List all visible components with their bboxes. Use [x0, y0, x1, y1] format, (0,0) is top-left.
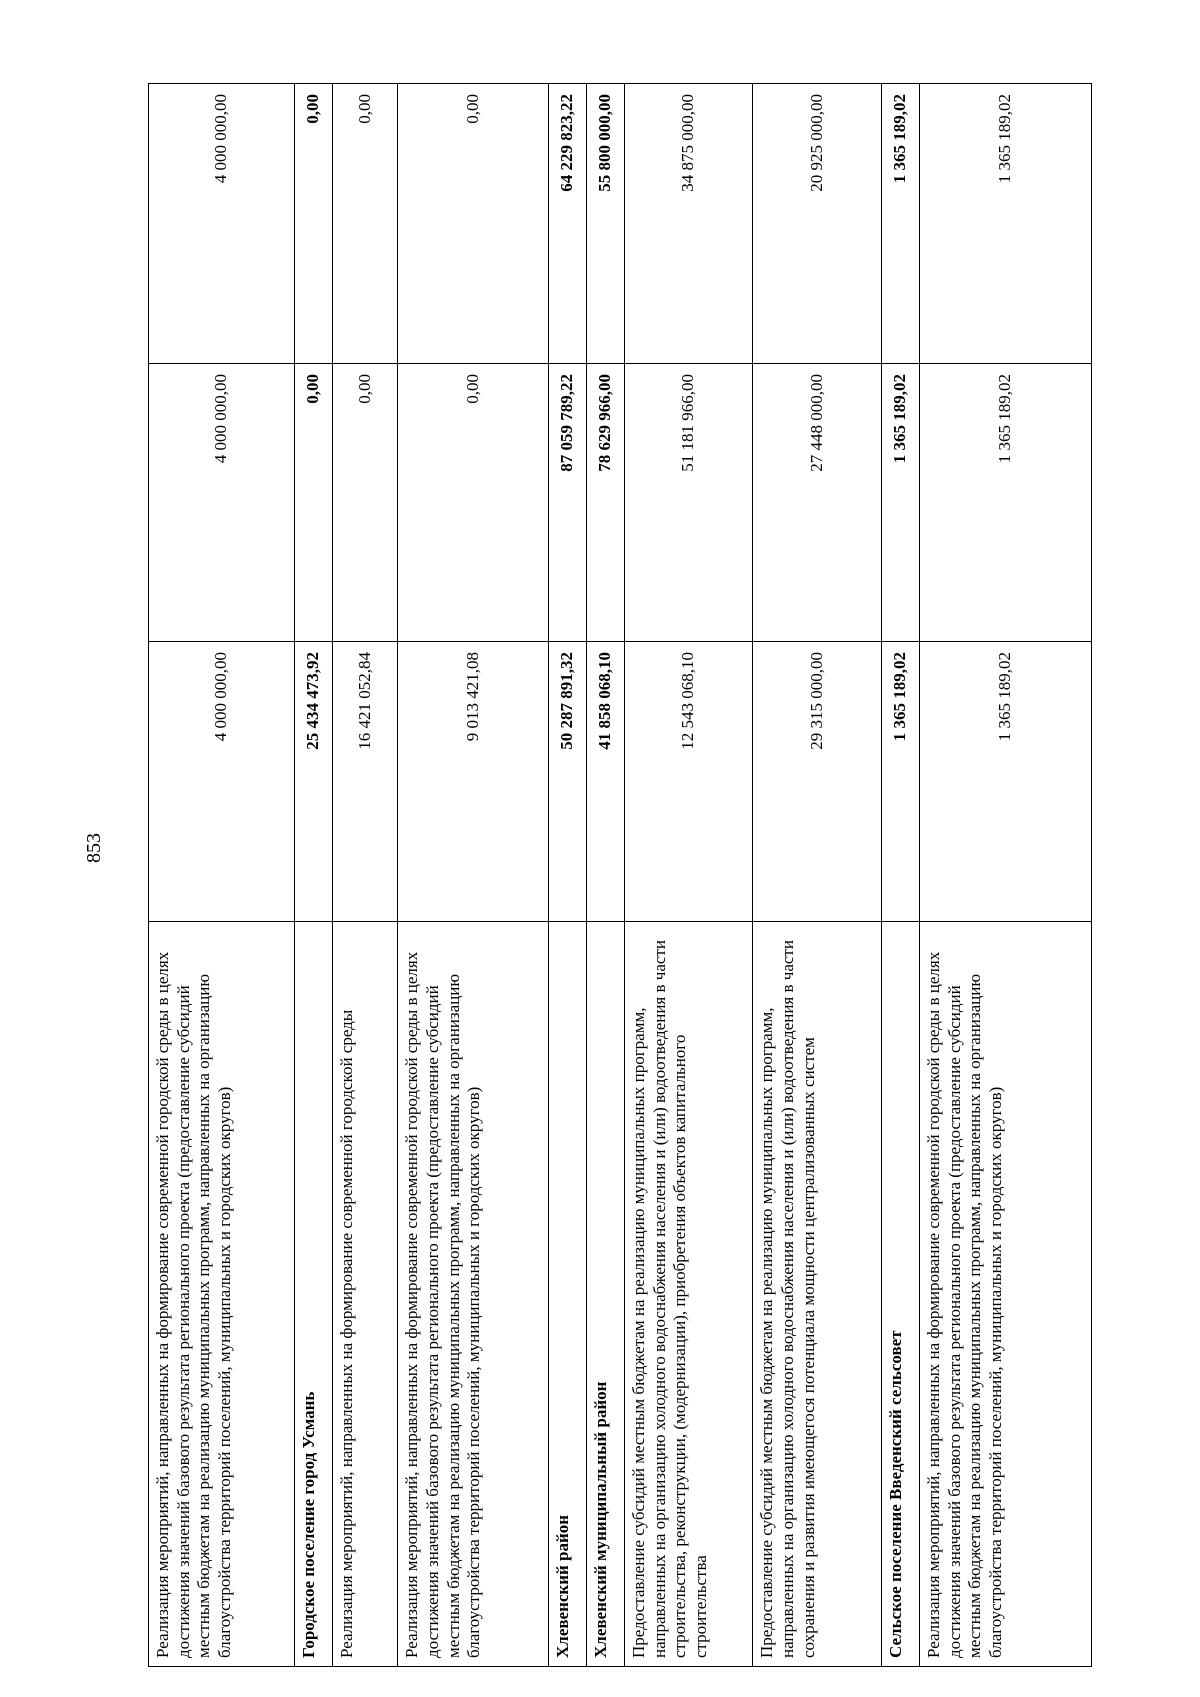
- table-row: [295, 84, 333, 1667]
- value-cell-3: 0,00: [333, 84, 398, 364]
- budget-table-container: [148, 84, 1092, 1667]
- value-cell-3: 34 875 000,00: [624, 84, 752, 364]
- table-row: [881, 84, 919, 1667]
- value-cell-3: 1 365 189,02: [919, 84, 1091, 364]
- value-cell-2: 0,00: [295, 364, 333, 642]
- value-cell-2: 1 365 189,02: [919, 364, 1091, 642]
- row-name-cell: Предоставление субсидий местным бюджетам на реализацию муниципальных программ, направленных на организацию холодного водоснабжения населения и (или) водоотведения в части сохранения и развития имеющегося потенциала мощности централизованных систем: [753, 922, 881, 1667]
- value-cell-2: 78 629 966,00: [586, 364, 624, 642]
- row-name-cell: Предоставление субсидий местным бюджетам на реализацию муниципальных программ, направленных на организацию холодного водоснабжения населения и (или) водоотведения в части строительства, реконструкции, (модернизации), приобретения объектов капитального строительства: [624, 922, 752, 1667]
- table-row: [624, 84, 752, 1667]
- budget-table: [148, 83, 1092, 1667]
- value-cell-1: 1 365 189,02: [881, 642, 919, 922]
- value-cell-2: 4 000 000,00: [149, 364, 295, 642]
- row-name-cell: Сельское поселение Введенский сельсовет: [881, 922, 919, 1667]
- value-cell-1: 12 543 068,10: [624, 642, 752, 922]
- value-cell-3: 55 800 000,00: [586, 84, 624, 364]
- value-cell-3: 4 000 000,00: [149, 84, 295, 364]
- value-cell-1: 41 858 068,10: [586, 642, 624, 922]
- table-row: [586, 84, 624, 1667]
- value-cell-2: 51 181 966,00: [624, 364, 752, 642]
- table-row: [919, 84, 1091, 1667]
- value-cell-1: 16 421 052,84: [333, 642, 398, 922]
- row-name-cell: Реализация мероприятий, направленных на формирование современной городской среды в целях достижения значений базового результата регионального проекта (предоставление субсидий местным бюджетам на реализацию муниципальных программ, направленных на организацию благоустройства территорий поселений, муниципальных и городских округов): [919, 922, 1091, 1667]
- table-row: [753, 84, 881, 1667]
- row-name-cell: Реализация мероприятий, направленных на формирование современной городской среды в целях достижения значений базового результата регионального проекта (предоставление субсидий местным бюджетам на реализацию муниципальных программ, направленных на организацию благоустройства территорий поселений, муниципальных и городских округов): [149, 922, 295, 1667]
- value-cell-1: 29 315 000,00: [753, 642, 881, 922]
- table-row: [149, 84, 295, 1667]
- table-row: [548, 84, 586, 1667]
- value-cell-3: 1 365 189,02: [881, 84, 919, 364]
- value-cell-3: 0,00: [398, 84, 549, 364]
- value-cell-1: 4 000 000,00: [149, 642, 295, 922]
- row-name-cell: Хлевенский муниципальный район: [586, 922, 624, 1667]
- row-name-cell: Реализация мероприятий, направленных на формирование современной городской среды в целях достижения значений базового результата регионального проекта (предоставление субсидий местным бюджетам на реализацию муниципальных программ, направленных на организацию благоустройства территорий поселений, муниципальных и городских округов): [398, 922, 549, 1667]
- row-name-cell: Городское поселение город Усмань: [295, 922, 333, 1667]
- row-name-cell: Хлевенский район: [548, 922, 586, 1667]
- value-cell-3: 0,00: [295, 84, 333, 364]
- value-cell-2: 1 365 189,02: [881, 364, 919, 642]
- page-number: 853: [82, 833, 105, 863]
- table-row: [333, 84, 398, 1667]
- table-row: [398, 84, 549, 1667]
- value-cell-1: 1 365 189,02: [919, 642, 1091, 922]
- rotated-table-frame: [148, 84, 1092, 1667]
- value-cell-2: 87 059 789,22: [548, 364, 586, 642]
- value-cell-1: 50 287 891,32: [548, 642, 586, 922]
- value-cell-2: 0,00: [398, 364, 549, 642]
- value-cell-1: 9 013 421,08: [398, 642, 549, 922]
- value-cell-1: 25 434 473,92: [295, 642, 333, 922]
- value-cell-2: 0,00: [333, 364, 398, 642]
- value-cell-2: 27 448 000,00: [753, 364, 881, 642]
- row-name-cell: Реализация мероприятий, направленных на формирование современной городской среды: [333, 922, 398, 1667]
- value-cell-3: 20 925 000,00: [753, 84, 881, 364]
- value-cell-3: 64 229 823,22: [548, 84, 586, 364]
